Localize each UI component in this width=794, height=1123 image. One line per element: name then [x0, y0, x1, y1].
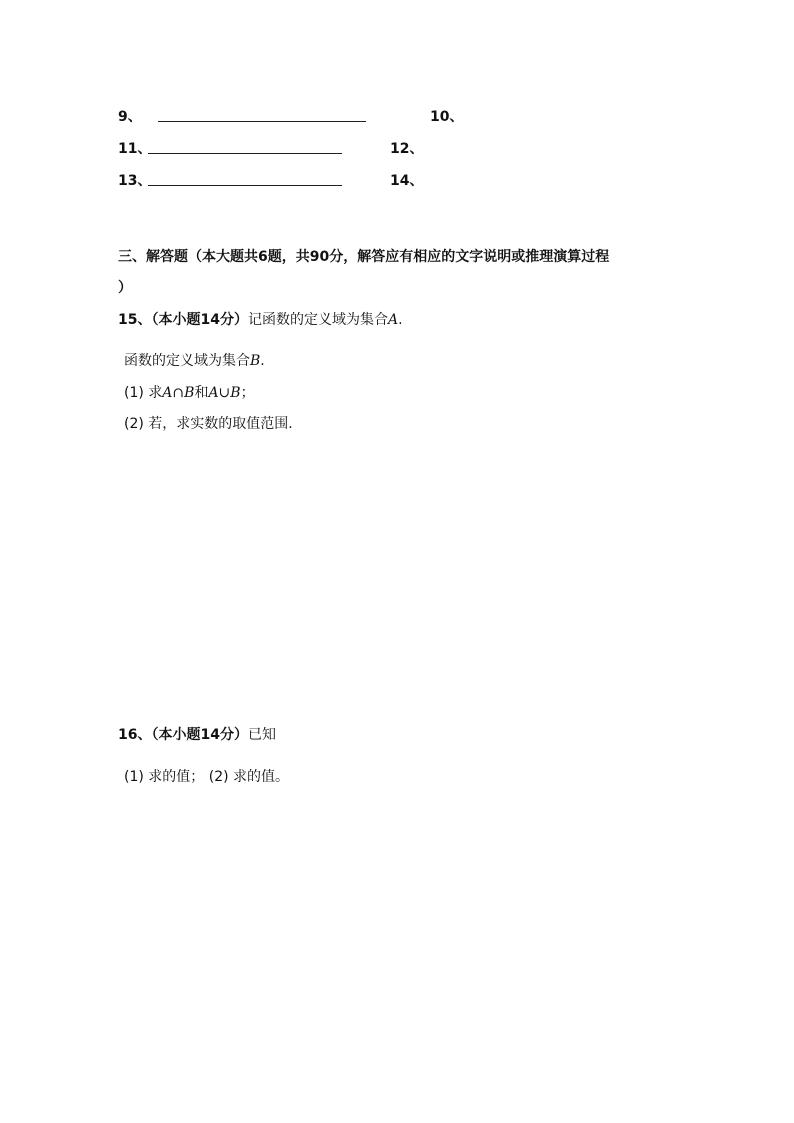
blank-14-label: 14、 [390, 173, 424, 189]
question-15-stem [118, 309, 403, 329]
question-16-points: （本小题14分） [151, 727, 248, 743]
blank-13-label: 13、 [118, 173, 152, 189]
q16-part-2-number: (2) [208, 769, 229, 785]
blank-9-label: 9、 [118, 109, 142, 125]
part-2-number: (2) [124, 416, 144, 432]
question-16-stem [118, 724, 276, 744]
part-1-number: (1) [124, 385, 144, 401]
question-15-end: . [398, 312, 403, 328]
blank-10-label: 10、 [430, 109, 464, 125]
section-3-heading-tail: ） [118, 280, 132, 296]
set-a-variable: A [387, 312, 399, 328]
blank-9-line[interactable] [158, 121, 366, 122]
question-15-line2-end: . [260, 353, 265, 369]
question-16-text: 已知 [247, 727, 276, 743]
question-15-line2-text: 函数的定义域为集合 [124, 353, 250, 369]
part-2-text: 若，求实数的取值范围. [148, 416, 293, 432]
question-15-part-2 [124, 413, 293, 433]
question-16-parts [124, 766, 289, 786]
union-expr: A∪B [208, 385, 241, 401]
part-1-text: 求 [148, 385, 163, 401]
part-1-end: ； [240, 385, 255, 401]
question-15-text: 记函数的定义域为集合 [247, 312, 388, 328]
intersection-expr: A∩B [162, 385, 195, 401]
part-1-and: 和 [194, 385, 209, 401]
blank-11-label: 11、 [118, 141, 152, 157]
q16-part-2-text: 求的值。 [233, 769, 290, 785]
q16-part-1-number: (1) [124, 769, 144, 785]
question-15-number: 15、 [118, 312, 152, 328]
blank-11-line[interactable] [148, 153, 342, 154]
question-16-number: 16、 [118, 727, 152, 743]
question-15-points: （本小题14分） [151, 312, 248, 328]
blank-12-label: 12、 [390, 141, 424, 157]
set-b-variable: B [250, 353, 261, 369]
q16-part-1-text: 求的值； [148, 769, 205, 785]
question-15-line2 [124, 350, 265, 370]
question-15-part-1 [124, 382, 255, 402]
section-3-heading: 三、解答题（本大题共6题，共90分，解答应有相应的文字说明或推理演算过程 [118, 249, 610, 265]
blank-13-line[interactable] [148, 185, 342, 186]
